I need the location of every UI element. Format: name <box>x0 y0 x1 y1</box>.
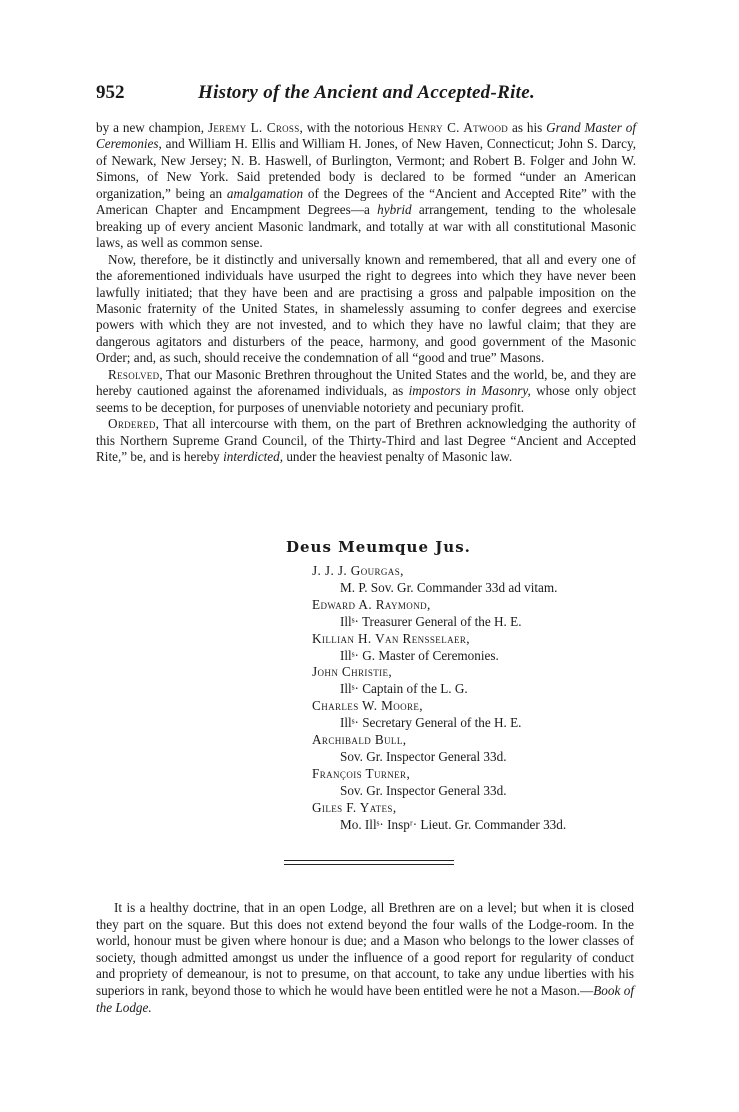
paragraph-ordered: Ordered, That all intercourse with them, on the part of Brethren acknowledging the authority of this Northern Supreme Grand Council, of the Thirty-Third and last Degree “Ancient and Accepted Rite,” be, and is hereby interdicted, under the heaviest penalty of Masonic law. <box>96 416 636 465</box>
page-header <box>96 82 636 110</box>
paragraph-now-therefore: Now, therefore, be it distinctly and universally known and remembered, that all and every one of the aforementioned individuals have usurped the right to degrees into which they have never been lawfully initiated; that they have been and are practising a gross and palpable imposition on the Masonic fraternity of the United States, in shamelessly assuming to confer degrees and exercise powers with which they are not invested, and to which they have no lawful claim; that they are dangerous agitators and disturbers of the peace, harmony, and good government of the Masonic Order; and, as such, should receive the condemnation of all “good and true” Masons. <box>96 251 636 366</box>
signatory: Killian H. Van Rensselaer, Illˢ· G. Master of Ceremonies. <box>312 630 499 663</box>
main-text <box>96 120 636 466</box>
signatory: Edward A. Raymond, Illˢ· Treasurer General of the H. E. <box>312 596 522 629</box>
signatory: François Turner, Sov. Gr. Inspector General 33d. <box>312 765 507 798</box>
paragraph-continuation: by a new champion, Jeremy L. Cross, with the notorious Henry C. Atwood as his Grand Master of Ceremonies, and William H. Ellis and William H. Jones, of New Haven, Connecticut; John S. Darcy, of Newark, New Jersey; N. B. Haswell, of Burlington, Vermont; and Robert B. Folger and John W. Simons, of New York. Said pretended body is declared to be formed “under an American organization,” being an amalgamation of the Degrees of the “Ancient and Accepted Rite” with the American Chapter and Encampment Degrees—a hybrid arrangement, tending to the wholesale breaking up of every ancient Masonic landmark, and totally at war with all constitutional Masonic laws, as well as common sense. <box>96 120 637 251</box>
signatory: John Christie, Illˢ· Captain of the L. G. <box>312 664 468 697</box>
signatory-list <box>312 563 642 834</box>
divider-rule <box>284 864 454 865</box>
signatory: Giles F. Yates, Mo. Illˢ· Inspʳ· Lieut. Gr. Commander 33d. <box>312 799 567 832</box>
signatory: J. J. J. Gourgas, M. P. Sov. Gr. Commander 33d ad vitam. <box>312 563 558 595</box>
quotation-source: Book of the Lodge. <box>96 982 634 1015</box>
paragraph-resolved: Resolved, That our Masonic Brethren throughout the United States and the world, be, and they are hereby cautioned against the aforenamed individuals, as impostors in Masonry, whose only object seems to be deception, for purposes of unenviable notoriety and pecuniary profit. <box>96 366 636 415</box>
signatory: Charles W. Moore, Illˢ· Secretary General of the H. E. <box>312 698 522 731</box>
signatory: Archibald Bull, Sov. Gr. Inspector General 33d. <box>312 732 507 764</box>
motto: Deus Meumque Jus. <box>286 538 471 556</box>
page-number: 952 <box>96 82 125 103</box>
quotation-text: It is a healthy doctrine, that in an open Lodge, all Brethren are on a level; but when it is closed they part on the square. But this does not extend beyond the four walls of the Lodge-room. In the world, honour must be given where honour is due; and a Mason who belongs to the lower classes of society, though admitted amongst us under the influence of a good report for regularity of conduct and propriety of demeanour, is not to presume, on that account, to take any undue liberties with his superiors in rank, beyond those to which he would have been entitled were he not a Mason.—Book of the Lodge. <box>96 900 634 1015</box>
running-title: History of the Ancient and Accepted-Rite. <box>198 82 536 103</box>
footer-quotation <box>96 900 634 1016</box>
divider-rule <box>284 860 454 861</box>
